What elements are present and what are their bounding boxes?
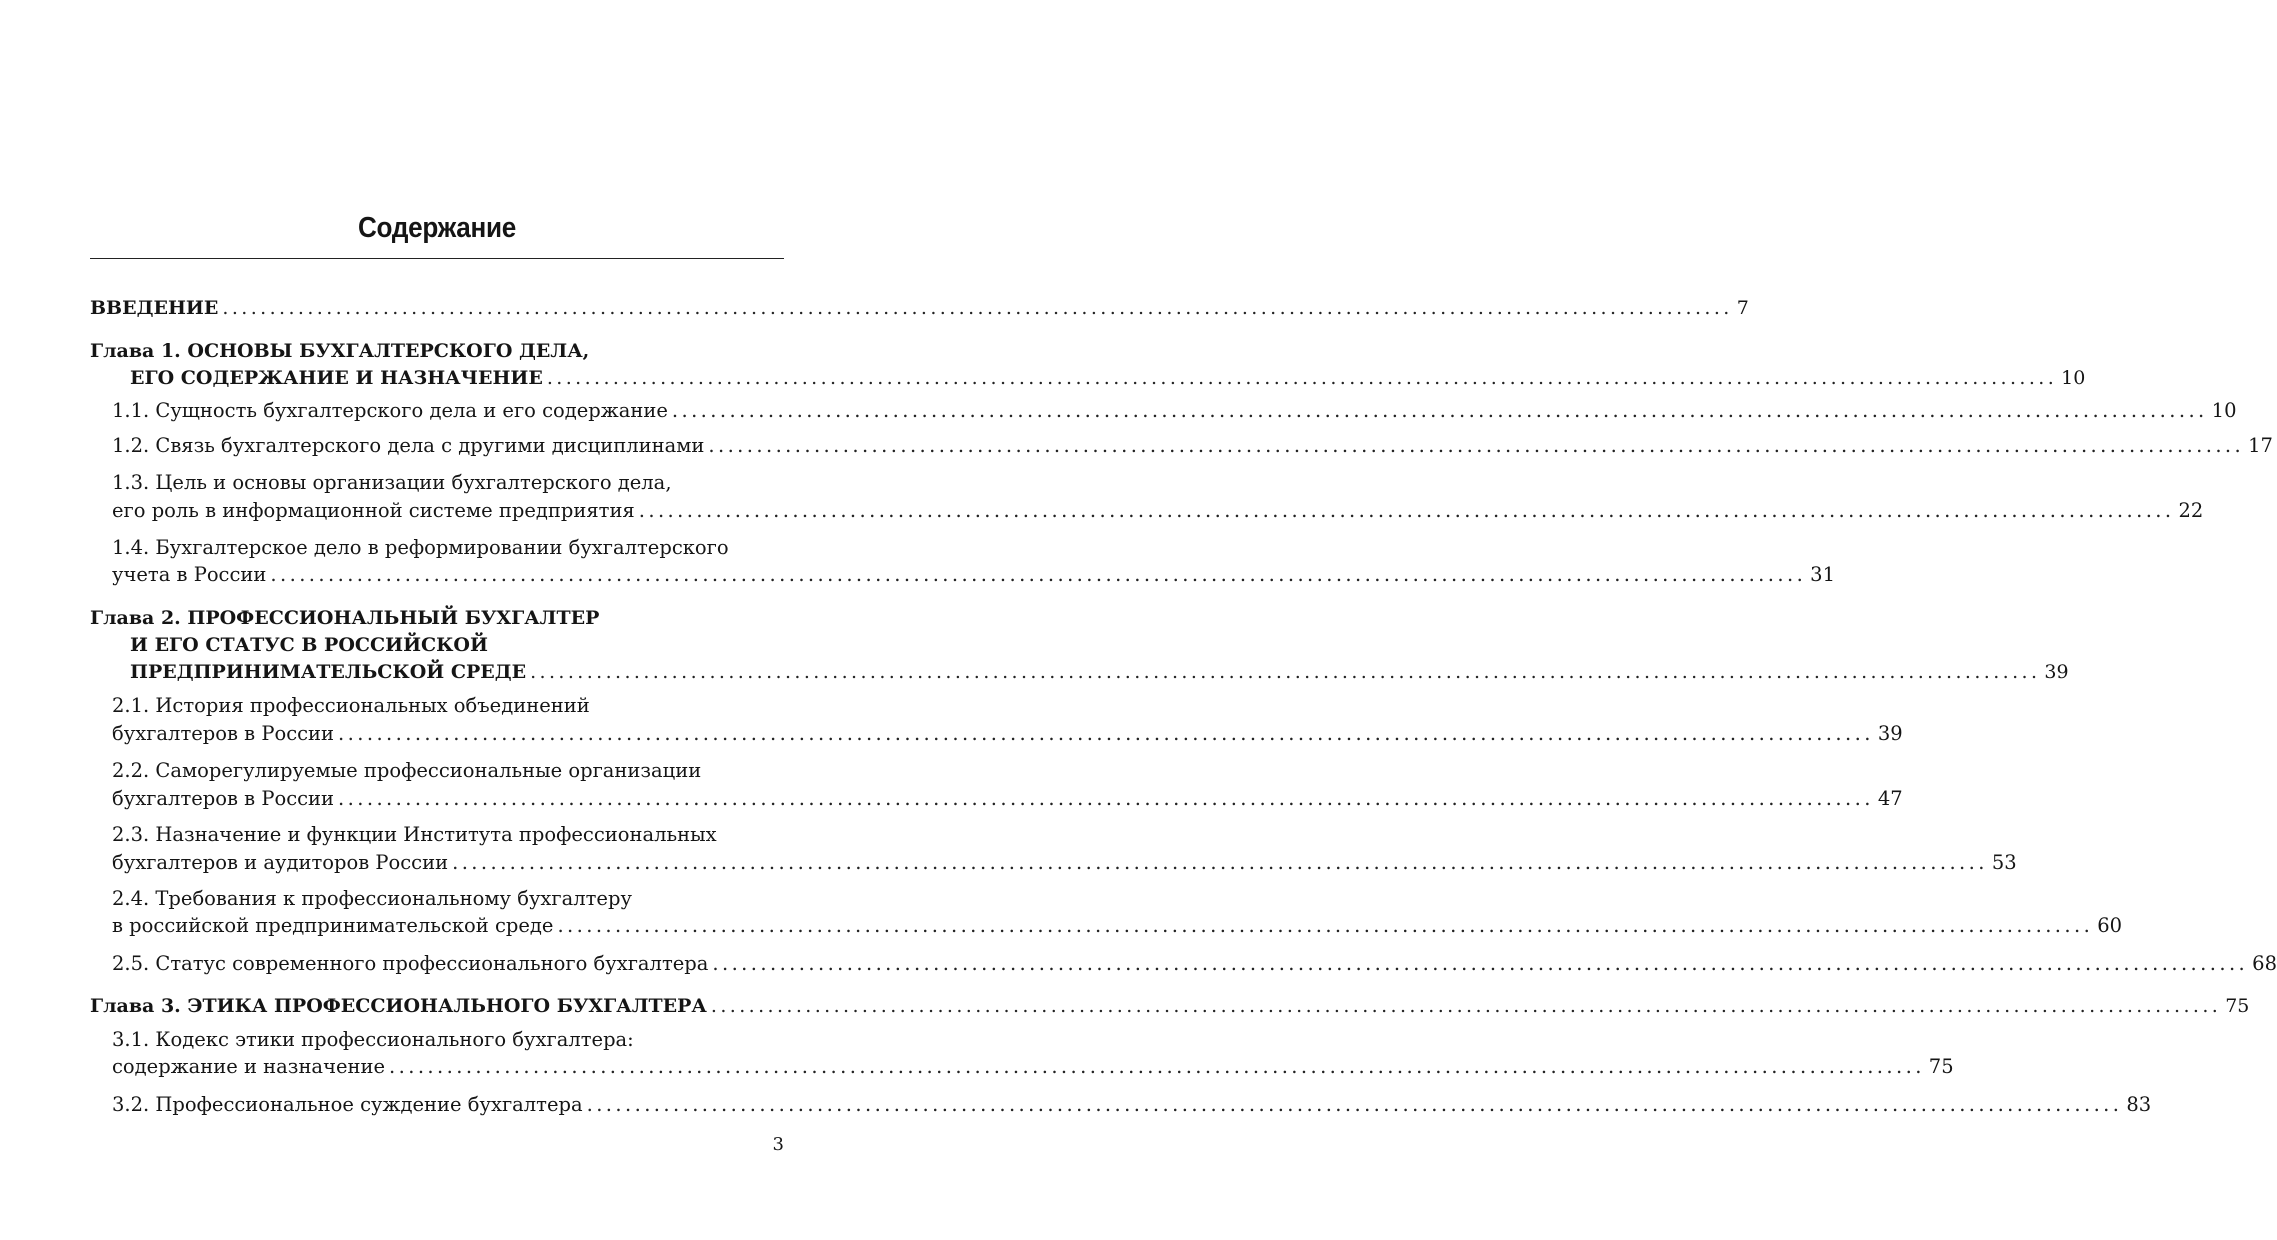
toc-section-1-1[interactable] xyxy=(112,396,2237,426)
toc-section-1-3-line-1[interactable] xyxy=(112,468,784,498)
toc-entry-label: бухгалтеров в России xyxy=(112,722,335,745)
toc-section-2-5[interactable] xyxy=(112,949,2277,979)
toc-section-1-3-line-2[interactable] xyxy=(112,496,2204,526)
toc-entry-label: Глава 3. ЭТИКА ПРОФЕССИОНАЛЬНОГО БУХГАЛТЕРА xyxy=(90,995,707,1017)
toc-entry-label: 1.2. Связь бухгалтерского дела с другими дисциплинами xyxy=(112,434,705,457)
leader-dots: ................................................................................................................................................................ xyxy=(338,722,1874,745)
toc-entry-label: его роль в информационной системе предприятия xyxy=(112,499,635,522)
toc-entry-label: 2.5. Статус современного профессионального бухгалтера xyxy=(112,952,709,975)
toc-page-number: 68 xyxy=(2252,952,2277,975)
toc-chapter-2-line-3[interactable] xyxy=(130,657,2069,687)
toc-chapter-1-line-1[interactable] xyxy=(90,336,784,366)
toc-section-1-4-line-2[interactable] xyxy=(112,560,1835,590)
toc-entry-label: в российской предпринимательской среде xyxy=(112,914,554,937)
toc-section-2-3-line-1[interactable] xyxy=(112,820,784,850)
toc-section-2-3-line-2[interactable] xyxy=(112,848,2017,878)
toc-page-number: 39 xyxy=(1877,722,1903,745)
toc-section-1-4-line-1[interactable] xyxy=(112,533,784,563)
toc-entry-label: учета в России xyxy=(112,563,267,586)
toc-section-1-2[interactable] xyxy=(112,431,2273,461)
toc-page-number: 10 xyxy=(2211,399,2237,422)
page-number: 3 xyxy=(772,1134,784,1155)
toc-chapter-2-line-2[interactable] xyxy=(130,630,784,660)
toc-entry-label: 3.2. Профессиональное суждение бухгалтера xyxy=(112,1093,583,1116)
leader-dots: ................................................................................................................................................................ xyxy=(671,399,2208,422)
title-underline xyxy=(90,258,784,259)
leader-dots: ................................................................................................................................................................ xyxy=(710,995,2222,1017)
toc-section-2-4-line-1[interactable] xyxy=(112,884,784,914)
toc-entry-label: 1.4. Бухгалтерское дело в реформировании бухгалтерского xyxy=(112,536,729,559)
toc-page-number: 22 xyxy=(2178,499,2204,522)
toc-entry-label: бухгалтеров в России xyxy=(112,787,335,810)
toc-entry-label: ПРЕДПРИНИМАТЕЛЬСКОЙ СРЕДЕ xyxy=(130,661,527,683)
toc-section-3-1-line-1[interactable] xyxy=(112,1025,784,1055)
leader-dots: ................................................................................................................................................................ xyxy=(546,367,2058,389)
leader-dots: ................................................................................................................................................................ xyxy=(586,1093,2123,1116)
toc-entry-label: Глава 2. ПРОФЕССИОНАЛЬНЫЙ БУХГАЛТЕР xyxy=(90,607,600,629)
toc-entry-label: 2.3. Назначение и функции Института профессиональных xyxy=(112,823,717,846)
toc-chapter-1-line-2[interactable] xyxy=(130,363,2086,393)
leader-dots: ................................................................................................................................................................ xyxy=(338,787,1874,810)
toc-entry-label: 1.1. Сущность бухгалтерского дела и его содержание xyxy=(112,399,668,422)
leader-dots: ................................................................................................................................................................ xyxy=(712,952,2249,975)
toc-section-2-1-line-2[interactable] xyxy=(112,719,1903,749)
toc-page-number: 39 xyxy=(2044,661,2069,683)
leader-dots: ................................................................................................................................................................ xyxy=(638,499,2175,522)
toc-section-2-1-line-1[interactable] xyxy=(112,691,784,721)
toc-section-2-2-line-2[interactable] xyxy=(112,784,1903,814)
toc-entry-label: 2.2. Саморегулируемые профессиональные организации xyxy=(112,759,702,782)
toc-page-number: 31 xyxy=(1810,563,1835,586)
toc-entry-label: 3.1. Кодекс этики профессионального бухгалтера: xyxy=(112,1028,634,1051)
leader-dots: ................................................................................................................................................................ xyxy=(708,434,2245,457)
page-title: Содержание xyxy=(357,212,517,244)
toc-entry-label: 1.3. Цель и основы организации бухгалтерского дела, xyxy=(112,471,672,494)
leader-dots: ................................................................................................................................................................ xyxy=(452,851,1988,874)
toc-page-number: 7 xyxy=(1736,297,1749,319)
toc-chapter-3[interactable] xyxy=(90,991,2250,1021)
leader-dots: ................................................................................................................................................................ xyxy=(530,661,2041,683)
toc-section-2-4-line-2[interactable] xyxy=(112,911,2123,941)
toc-page-number: 53 xyxy=(1991,851,2017,874)
toc-section-3-1-line-2[interactable] xyxy=(112,1052,1954,1082)
leader-dots: ................................................................................................................................................................ xyxy=(270,563,1807,586)
toc-entry-label: 2.1. История профессиональных объединений xyxy=(112,694,590,717)
leader-dots: ................................................................................................................................................................ xyxy=(222,297,1733,319)
toc-chapter-2-line-1[interactable] xyxy=(90,603,784,633)
leader-dots: ................................................................................................................................................................ xyxy=(389,1055,1925,1078)
toc-entry-introduction[interactable] xyxy=(90,293,1749,323)
toc-page-number: 75 xyxy=(2225,995,2250,1017)
toc-entry-label: И ЕГО СТАТУС В РОССИЙСКОЙ xyxy=(130,634,488,656)
leader-dots: ................................................................................................................................................................ xyxy=(557,914,2094,937)
toc-page-number: 10 xyxy=(2061,367,2086,389)
toc-page-number: 47 xyxy=(1877,787,1903,810)
toc-page-number: 75 xyxy=(1928,1055,1954,1078)
toc-entry-label: содержание и назначение xyxy=(112,1055,386,1078)
toc-page-number: 83 xyxy=(2126,1093,2152,1116)
toc-entry-label: 2.4. Требования к профессиональному бухгалтеру xyxy=(112,887,632,910)
toc-entry-label: ВВЕДЕНИЕ xyxy=(90,297,219,319)
toc-entry-label: бухгалтеров и аудиторов России xyxy=(112,851,449,874)
toc-page-number: 60 xyxy=(2097,914,2123,937)
toc-entry-label: ЕГО СОДЕРЖАНИЕ И НАЗНАЧЕНИЕ xyxy=(130,367,543,389)
toc-page-number: 17 xyxy=(2248,434,2273,457)
toc-section-2-2-line-1[interactable] xyxy=(112,756,784,786)
toc-entry-label: Глава 1. ОСНОВЫ БУХГАЛТЕРСКОГО ДЕЛА, xyxy=(90,340,590,362)
toc-section-3-2[interactable] xyxy=(112,1090,2152,1120)
